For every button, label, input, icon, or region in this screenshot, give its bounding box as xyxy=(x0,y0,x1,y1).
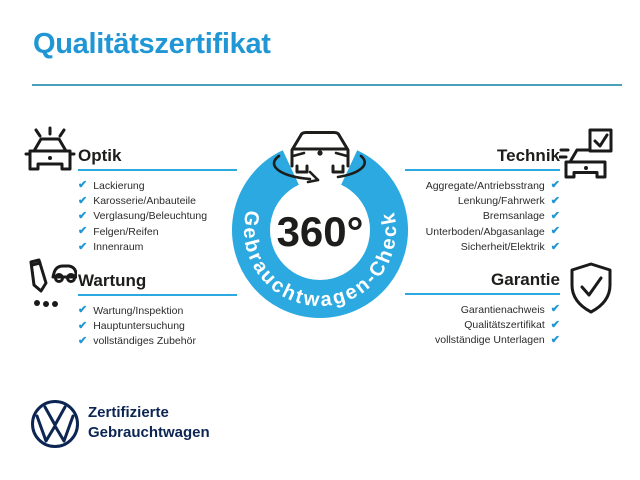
shiny-car-front-icon xyxy=(22,125,78,183)
checklist-item-label: Hauptuntersuchung xyxy=(93,320,185,333)
checkmark-icon: ✔ xyxy=(550,209,560,222)
degrees-label: 360° xyxy=(276,208,364,255)
checklist-item-label: vollständige Unterlagen xyxy=(435,334,545,347)
checklist-item-label: Wartung/Inspektion xyxy=(93,304,184,317)
section-title-optik: Optik xyxy=(78,146,122,165)
header-divider xyxy=(32,84,622,86)
checklist-item-label: Innenraum xyxy=(93,241,144,254)
service-checklist-car-icon xyxy=(23,256,77,314)
checkmark-icon: ✔ xyxy=(550,240,560,253)
checkmark-icon: ✔ xyxy=(78,225,88,238)
360-check-badge xyxy=(215,108,425,323)
checklist-item-label: Garantienachweis xyxy=(460,303,545,316)
page-title: Qualitätszertifikat xyxy=(33,28,271,60)
shield-check-icon xyxy=(568,261,614,315)
section-underline xyxy=(78,169,237,171)
checklist-item-label: Qualitätszertifikat xyxy=(464,319,545,332)
checklist-item-label: Verglasung/Beleuchtung xyxy=(93,210,208,223)
checkmark-icon: ✔ xyxy=(550,303,560,316)
section-title-garantie: Garantie xyxy=(491,270,560,289)
checklist-item-label: Lackierung xyxy=(93,179,145,192)
checklist-item-label: Sicherheit/Elektrik xyxy=(460,241,545,254)
checklist-item xyxy=(388,333,560,348)
checkmark-icon: ✔ xyxy=(78,209,88,222)
section-underline xyxy=(405,169,560,171)
checklist-item xyxy=(78,334,250,349)
brand-line-1: Zertifizierte xyxy=(88,404,169,421)
checkmark-icon: ✔ xyxy=(550,333,560,346)
car-checkbox-icon xyxy=(559,126,615,188)
checkmark-icon: ✔ xyxy=(550,194,560,207)
checkmark-icon: ✔ xyxy=(78,334,88,347)
checklist-item-label: Felgen/Reifen xyxy=(93,225,159,238)
checkmark-icon: ✔ xyxy=(550,225,560,238)
brand-line-2: Gebrauchtwagen xyxy=(88,424,210,441)
checkmark-icon: ✔ xyxy=(78,319,88,332)
section-underline xyxy=(78,294,237,296)
checkmark-icon: ✔ xyxy=(78,240,88,253)
checkmark-icon: ✔ xyxy=(78,179,88,192)
checklist-item-label: Lenkung/Fahrwerk xyxy=(457,195,545,208)
section-title-wartung: Wartung xyxy=(78,271,147,290)
ring-label: Gebrauchtwagen-Check xyxy=(238,208,402,312)
brand-wordmark xyxy=(88,403,210,443)
section-title-technik: Technik xyxy=(497,146,560,165)
checkmark-icon: ✔ xyxy=(78,194,88,207)
checklist-item-label: Bremsanlage xyxy=(482,210,545,223)
checkmark-icon: ✔ xyxy=(550,179,560,192)
checklist-item-label: vollständiges Zubehör xyxy=(93,335,196,348)
checklist-item-label: Unterboden/Abgasanlage xyxy=(425,225,545,238)
checkmark-icon: ✔ xyxy=(78,304,88,317)
vw-logo xyxy=(30,399,80,454)
rotating-car-icon xyxy=(274,133,365,183)
checklist-item-label: Aggregate/Antriebsstrang xyxy=(425,179,545,192)
checkmark-icon: ✔ xyxy=(550,318,560,331)
checklist-item-label: Karosserie/Anbauteile xyxy=(93,195,196,208)
section-underline xyxy=(405,293,560,295)
